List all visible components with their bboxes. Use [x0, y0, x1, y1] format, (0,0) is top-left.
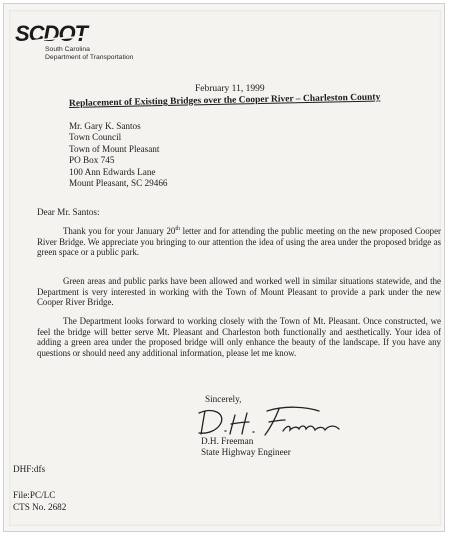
- document-frame: [3, 3, 445, 532]
- address-line: Town Council: [69, 132, 122, 143]
- address-line: Mount Pleasant, SC 29466: [69, 178, 168, 189]
- file-reference: File:PC/LC: [13, 490, 56, 500]
- org-line-1: South Carolina: [45, 46, 90, 53]
- body-paragraph-1: [37, 226, 441, 258]
- letter-page: [9, 10, 441, 526]
- cts-number: CTS No. 2682: [13, 502, 67, 512]
- body-paragraph-2: Green areas and public parks have been allowed and worked well in similar situations statewide, and the Department is very interested in working with the Town of Mount Pleasant to provide a park under the new Cooper River Bridge.: [37, 276, 441, 308]
- address-line: PO Box 745: [69, 155, 115, 166]
- signatory-name: D.H. Freeman: [201, 436, 254, 446]
- letter-date: February 11, 1999: [195, 84, 265, 94]
- address-line: Town of Mount Pleasant: [69, 143, 160, 154]
- body-paragraph-3: The Department looks forward to working closely with the Town of Mt. Pleasant. Once constructed, we feel the bridge will better serve Mt. Pleasant and Charleston both functionally and aesthetically. Your idea of adding a green area under the proposed bridge will only enhance the beauty of the landscape. If you have any questions or should need any additional information, please let me know.: [37, 316, 441, 358]
- org-name: [45, 46, 133, 62]
- signatory-title: State Highway Engineer: [201, 447, 291, 457]
- typist-initials: DHF:dfs: [13, 464, 46, 474]
- signatory: [201, 436, 291, 458]
- p1-text-a: Thank you for your January 20: [63, 226, 176, 236]
- p1-superscript: th: [175, 226, 180, 233]
- closing: Sincerely,: [205, 394, 242, 404]
- recipient-address: [69, 121, 168, 189]
- p1-text-b: letter and for attending the public meeting on the new proposed Cooper River Bridge. We appreciate you bringing to our attention the idea of using the area under the proposed bridge as green space or a public park.: [37, 226, 441, 258]
- org-line-2: Department of Transportation: [45, 54, 134, 61]
- scdot-logo: [15, 21, 133, 46]
- address-line: Mr. Gary K. Santos: [69, 121, 141, 131]
- letter-subject: Replacement of Existing Bridges over the Cooper River – Charleston County: [68, 92, 381, 109]
- address-line: 100 Ann Edwards Lane: [69, 166, 156, 177]
- letterhead: [15, 21, 134, 62]
- handwritten-signature: [195, 403, 345, 439]
- salutation: Dear Mr. Santos:: [37, 207, 100, 217]
- logo-text: SCDOT: [15, 21, 87, 46]
